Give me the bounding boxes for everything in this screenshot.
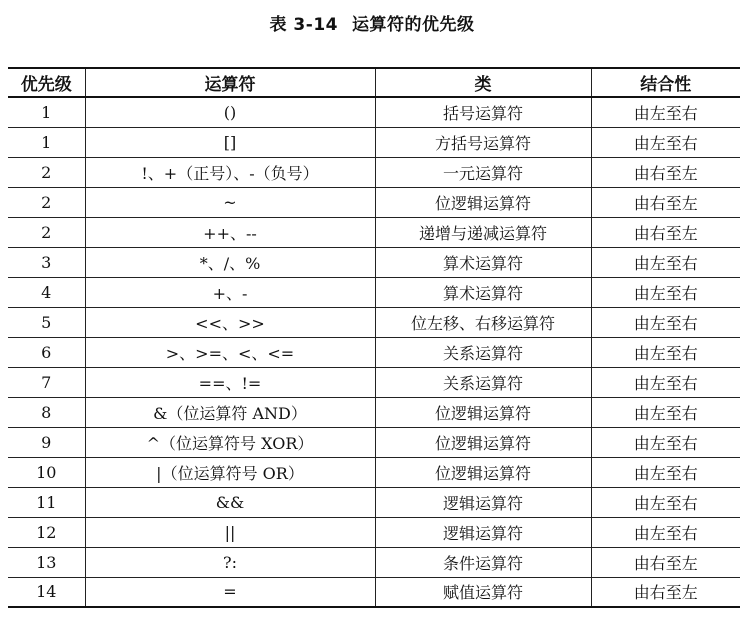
cell-priority: 1: [8, 97, 85, 127]
cell-associativity: 由左至右: [591, 337, 740, 367]
cell-priority: 8: [8, 397, 85, 427]
cell-operator: !、+（正号）、-（负号）: [85, 157, 375, 187]
cell-category: 括号运算符: [375, 97, 591, 127]
cell-operator: &（位运算符 AND）: [85, 397, 375, 427]
table-body: [8, 97, 740, 607]
table-row: [8, 397, 740, 427]
cell-associativity: 由左至右: [591, 247, 740, 277]
cell-priority: 9: [8, 427, 85, 457]
table-row: [8, 217, 740, 247]
table-row: [8, 517, 740, 547]
table-row: [8, 157, 740, 187]
cell-operator: +、-: [85, 277, 375, 307]
operator-precedence-table: [8, 67, 740, 608]
cell-operator: =: [85, 577, 375, 607]
cell-operator: ==、!=: [85, 367, 375, 397]
cell-category: 方括号运算符: [375, 127, 591, 157]
cell-associativity: 由左至右: [591, 277, 740, 307]
cell-category: 算术运算符: [375, 247, 591, 277]
table-caption: [0, 10, 744, 35]
table-number: 表 3-14: [269, 15, 338, 35]
header-category: 类: [375, 68, 591, 97]
cell-category: 位逻辑运算符: [375, 397, 591, 427]
cell-associativity: 由左至右: [591, 397, 740, 427]
cell-operator: ~: [85, 187, 375, 217]
cell-associativity: 由右至左: [591, 547, 740, 577]
cell-associativity: 由右至左: [591, 157, 740, 187]
cell-operator: <<、>>: [85, 307, 375, 337]
cell-priority: 11: [8, 487, 85, 517]
cell-priority: 2: [8, 187, 85, 217]
cell-priority: 6: [8, 337, 85, 367]
table-row: [8, 367, 740, 397]
cell-priority: 4: [8, 277, 85, 307]
cell-priority: 14: [8, 577, 85, 607]
cell-operator: >、>=、<、<=: [85, 337, 375, 367]
cell-operator: *、/、%: [85, 247, 375, 277]
cell-associativity: 由左至右: [591, 97, 740, 127]
cell-priority: 7: [8, 367, 85, 397]
table-row: [8, 457, 740, 487]
cell-priority: 3: [8, 247, 85, 277]
cell-priority: 2: [8, 157, 85, 187]
cell-category: 位逻辑运算符: [375, 457, 591, 487]
cell-associativity: 由左至右: [591, 487, 740, 517]
cell-category: 一元运算符: [375, 157, 591, 187]
cell-category: 位逻辑运算符: [375, 187, 591, 217]
cell-priority: 13: [8, 547, 85, 577]
cell-operator: ++、--: [85, 217, 375, 247]
cell-priority: 2: [8, 217, 85, 247]
table-header: [8, 68, 740, 97]
table-row: [8, 277, 740, 307]
cell-category: 递增与递减运算符: [375, 217, 591, 247]
table-row: [8, 427, 740, 457]
table-row: [8, 337, 740, 367]
cell-associativity: 由左至右: [591, 457, 740, 487]
cell-category: 关系运算符: [375, 337, 591, 367]
cell-operator: []: [85, 127, 375, 157]
cell-category: 算术运算符: [375, 277, 591, 307]
cell-category: 逻辑运算符: [375, 517, 591, 547]
cell-priority: 12: [8, 517, 85, 547]
cell-operator: |（位运算符号 OR）: [85, 457, 375, 487]
cell-category: 关系运算符: [375, 367, 591, 397]
table-row: [8, 487, 740, 517]
cell-priority: 5: [8, 307, 85, 337]
table-title: 运算符的优先级: [351, 15, 475, 35]
cell-operator: ^（位运算符号 XOR）: [85, 427, 375, 457]
header-associativity: 结合性: [591, 68, 740, 97]
cell-associativity: 由左至右: [591, 367, 740, 397]
table-row: [8, 307, 740, 337]
header-row: [8, 68, 740, 97]
table-row: [8, 97, 740, 127]
cell-operator: ||: [85, 517, 375, 547]
header-priority: 优先级: [8, 68, 85, 97]
cell-associativity: 由右至左: [591, 187, 740, 217]
cell-associativity: 由左至右: [591, 127, 740, 157]
cell-associativity: 由右至左: [591, 577, 740, 607]
cell-priority: 10: [8, 457, 85, 487]
cell-priority: 1: [8, 127, 85, 157]
cell-category: 赋值运算符: [375, 577, 591, 607]
cell-operator: &&: [85, 487, 375, 517]
table-row: [8, 127, 740, 157]
cell-associativity: 由左至右: [591, 427, 740, 457]
cell-category: 条件运算符: [375, 547, 591, 577]
cell-operator: ?:: [85, 547, 375, 577]
cell-category: 位左移、右移运算符: [375, 307, 591, 337]
cell-associativity: 由右至左: [591, 217, 740, 247]
table-row: [8, 577, 740, 607]
table-row: [8, 547, 740, 577]
cell-associativity: 由左至右: [591, 307, 740, 337]
cell-operator: (): [85, 97, 375, 127]
header-operator: 运算符: [85, 68, 375, 97]
cell-category: 位逻辑运算符: [375, 427, 591, 457]
cell-category: 逻辑运算符: [375, 487, 591, 517]
table-row: [8, 247, 740, 277]
table-row: [8, 187, 740, 217]
cell-associativity: 由左至右: [591, 517, 740, 547]
